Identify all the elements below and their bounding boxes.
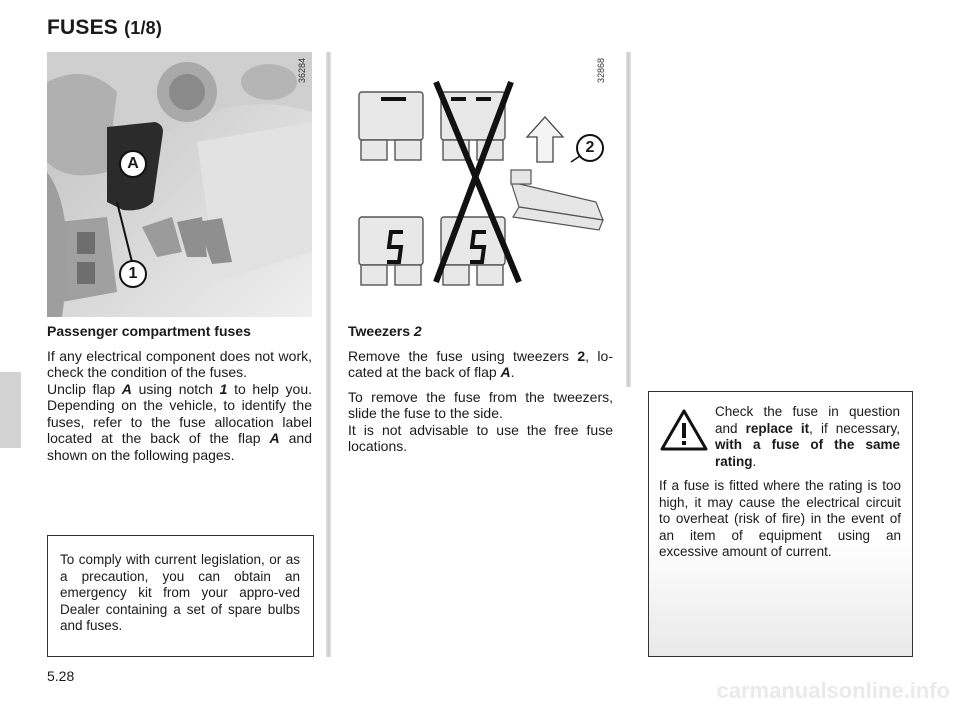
w-bold1: replace it: [745, 420, 810, 436]
warning-text-2: If a fuse is fitted where the rating is too high, it may cause the electrical circuit to overheat (risk of fire) in the event of an item of equipment using an excessive amount of current.: [659, 478, 901, 559]
w-bold2: with a fuse of the same rating: [715, 437, 900, 469]
tp2: To remove the fuse from the tweezers, slide the fuse to the side.: [348, 388, 613, 421]
w-t3: .: [752, 453, 757, 469]
page-title: [47, 16, 162, 40]
section-tab: [0, 372, 21, 448]
tweezers-heading-text: Tweezers: [348, 323, 414, 339]
tp1-a: Remove the fuse using tweezers: [348, 347, 578, 364]
p2-text-a: Unclip flap: [47, 380, 122, 397]
fuse-illustration: [341, 52, 613, 292]
note-box: [47, 535, 314, 657]
tp3: It is not advisable to use the free fuse locations.: [348, 421, 613, 454]
fuse-figure: [341, 52, 613, 292]
dashboard-illustration: [47, 52, 312, 317]
w-t1: Check the fuse in question and: [715, 404, 900, 436]
tweezers-heading-num: 2: [413, 323, 422, 339]
p2-text-c: to help you. Depending on the vehicle, to identify the fuses, refer to the fuse allocation label located at the back of the flap: [47, 380, 312, 446]
tp1-num: 2: [577, 347, 586, 364]
section-heading: Passenger compartment fuses: [47, 323, 251, 339]
page-number: 5.28: [47, 668, 75, 684]
tp1-flap: A: [500, 364, 511, 380]
callout-1: 1: [119, 260, 147, 288]
dashboard-figure: [47, 52, 312, 317]
left-column-text: [47, 323, 312, 471]
warning-box: [648, 391, 913, 657]
p2-text-b: using notch: [131, 380, 220, 397]
title-subtitle: (1/8): [124, 18, 163, 38]
callout-2: 2: [576, 134, 604, 162]
figure-code: 36284: [297, 58, 307, 84]
callout-a: A: [119, 150, 147, 178]
tp1-b: , lo-cated at the back of flap: [348, 347, 613, 380]
w-t2: , if necessary,: [809, 420, 901, 436]
tweezers-paragraph-2: [348, 389, 613, 455]
middle-column-text: [348, 323, 613, 463]
title-main: FUSES: [47, 16, 119, 39]
watermark: carmanualsonline.info: [716, 678, 950, 703]
notch-ref: 1: [219, 380, 228, 397]
warning-text-1: [715, 404, 900, 470]
column-divider-left: [326, 52, 331, 657]
flap-ref: A: [121, 380, 132, 397]
p2-text-d: and shown on the following pages.: [47, 430, 313, 463]
note-text: To comply with current legislation, or as a precaution, you can obtain an emergency kit from your appro-ved Dealer containing a set of spare bulbs and fuses.: [60, 552, 300, 633]
p1-text: If any electrical component does not work, check the condition of the fuses.: [47, 347, 312, 380]
tp1-c: .: [510, 364, 515, 380]
warning-triangle-icon: [659, 408, 709, 452]
paragraph-1: [47, 348, 312, 464]
flap-ref-2: A: [269, 430, 280, 446]
column-divider-right: [626, 52, 631, 387]
figure-code-2: 32868: [596, 58, 606, 84]
tweezers-heading: [348, 323, 613, 340]
tweezers-paragraph-1: [348, 348, 613, 381]
